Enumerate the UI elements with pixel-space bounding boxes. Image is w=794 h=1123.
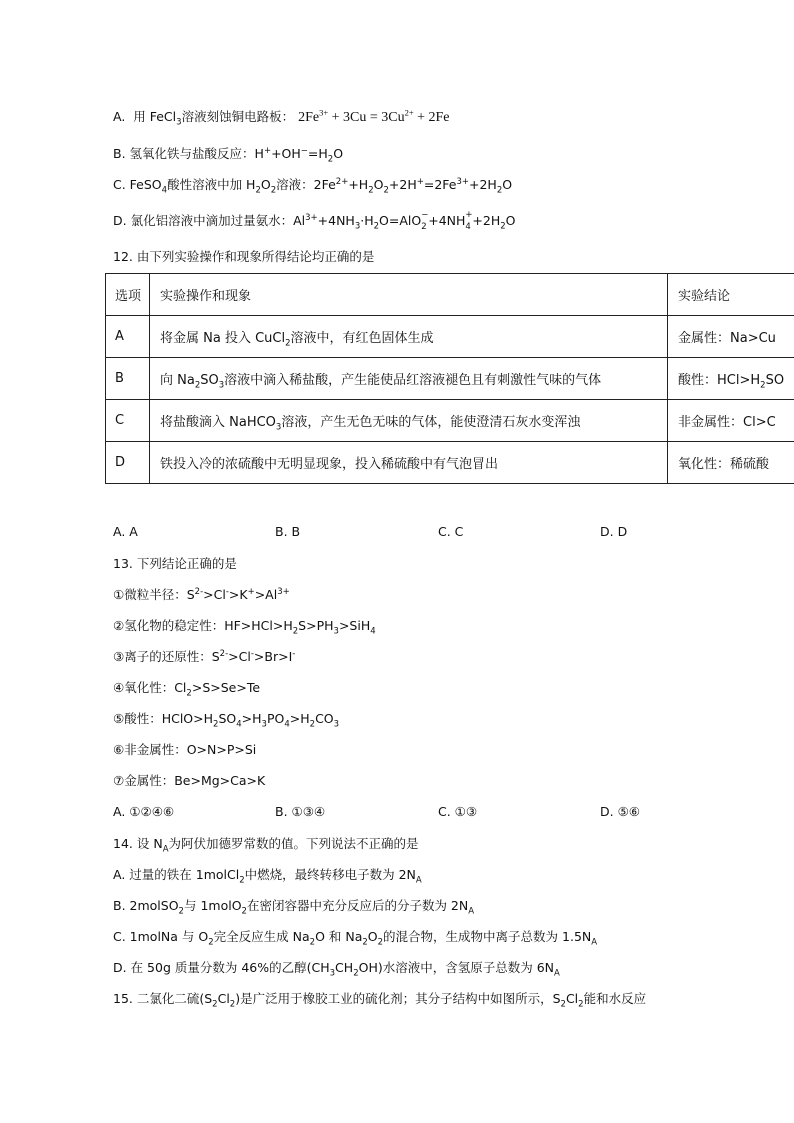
q14-option-b: B. 2molSO$_2$与 1molO$_2$在密闭容器中充分反应后的分子数为 $2N_A$ bbox=[113, 898, 475, 917]
q15-title: 15. 二氯化二硫$(S_2Cl_2)$是广泛用于橡胶工业的硫化剂；其分子结构中如图所示，$S_2Cl_2$能和水反应 bbox=[113, 991, 647, 1010]
q11-option-a: A. 用 FeCl$_3$溶液刻蚀铜电路板： $2Fe^{3+} + 3Cu = 3Cu^{2+} + 2Fe$ bbox=[113, 107, 450, 128]
header-operation: 实验操作和现象 bbox=[150, 274, 668, 316]
q13-item-4: ④氧化性：$Cl_2>S>Se>Te$ bbox=[113, 680, 261, 699]
q13-item-2: ②氢化物的稳定性：$HF>HCl>H_2S>PH_3>SiH_4$ bbox=[113, 618, 376, 637]
table-row: B 向 $Na_2SO_3$溶液中滴入稀盐酸，产生能使品红溶液褪色且有刺激性气味的气体 酸性：$HCl>H_2SO$ bbox=[106, 358, 794, 400]
table-row: D 铁投入冷的浓硫酸中无明显现象，投入稀硫酸中有气泡冒出 氧化性：稀硫酸 bbox=[106, 442, 794, 484]
q14-option-a: A. 过量的铁在 1molCl$_2$中燃烧，最终转移电子数为 $2N_A$ bbox=[113, 867, 422, 886]
q11-option-d: D. 氯化铝溶液中滴加过量氨水：$Al^{3+}+4NH_3\cdot H_2O=AlO$ − 2 +4NH + 4 $+2H_2O$ bbox=[113, 210, 516, 232]
q11-a-equation: $2Fe^{3+} + 3Cu = 3Cu^{2+} + 2Fe$ bbox=[298, 107, 450, 125]
q12-table bbox=[105, 273, 794, 484]
q14-title: 14. 设 $N_A$为阿伏加德罗常数的值。下列说法不正确的是 bbox=[113, 836, 419, 855]
q11-option-b: B. 氢氧化铁与盐酸反应：$H^++OH^-=H_2O$ bbox=[113, 145, 344, 165]
q12-answer-a: A. A bbox=[113, 524, 138, 539]
q13-answer-b: B. ①③④ bbox=[275, 804, 326, 819]
q12-answer-b: B. B bbox=[275, 524, 301, 539]
table-row: C 将盐酸滴入 NaHCO$_3$溶液，产生无色无味的气体，能使澄清石灰水变浑浊 非金属性：Cl>C bbox=[106, 400, 794, 442]
table-header-row bbox=[106, 274, 794, 316]
q14-option-c: C. 1molNa 与 $O_2$完全反应生成 $Na_2O$ 和 $Na_2O_2$的混合物，生成物中离子总数为 $1.5N_A$ bbox=[113, 929, 598, 948]
q12-answer-d: D. D bbox=[600, 524, 628, 539]
q13-item-3: ③离子的还原性：$S^{2-}>Cl^->Br>I^-$ bbox=[113, 648, 296, 664]
q13-item-5: ⑤酸性：$HClO>H_2SO_4>H_3PO_4>H_2CO_3$ bbox=[113, 711, 340, 730]
q13-answer-a: A. ①②④⑥ bbox=[113, 804, 175, 819]
q13-item-6: ⑥非金属性：O>N>P>Si bbox=[113, 742, 257, 757]
q11-option-c: C. FeSO$_4$酸性溶液中加 $H_2O_2$溶液：$2Fe^{2+}+H_2O_2+2H^+=2Fe^{3+}+2H_2O$ bbox=[113, 176, 513, 196]
q12-answer-c: C. C bbox=[438, 524, 464, 539]
header-conclusion: 实验结论 bbox=[668, 274, 794, 316]
q13-title: 13. 下列结论正确的是 bbox=[113, 556, 237, 571]
q13-item-1: ①微粒半径：$S^{2-}>Cl^->K^+>Al^{3+}$ bbox=[113, 586, 290, 602]
q14-option-d: D. 在 50g 质量分数为 46%的乙醇$(CH_3CH_2OH)$水溶液中，含氢原子总数为 $6N_A$ bbox=[113, 960, 560, 979]
q12-title: 12. 由下列实验操作和现象所得结论均正确的是 bbox=[113, 249, 375, 264]
table-row: A 将金属 Na 投入 CuCl$_2$溶液中，有红色固体生成 金属性：Na>Cu bbox=[106, 316, 794, 358]
q13-answer-d: D. ⑤⑥ bbox=[600, 804, 640, 819]
q13-item-7: ⑦金属性：Be>Mg>Ca>K bbox=[113, 773, 266, 788]
q13-answer-c: C. ①③ bbox=[438, 804, 478, 819]
header-option: 选项 bbox=[106, 274, 150, 316]
